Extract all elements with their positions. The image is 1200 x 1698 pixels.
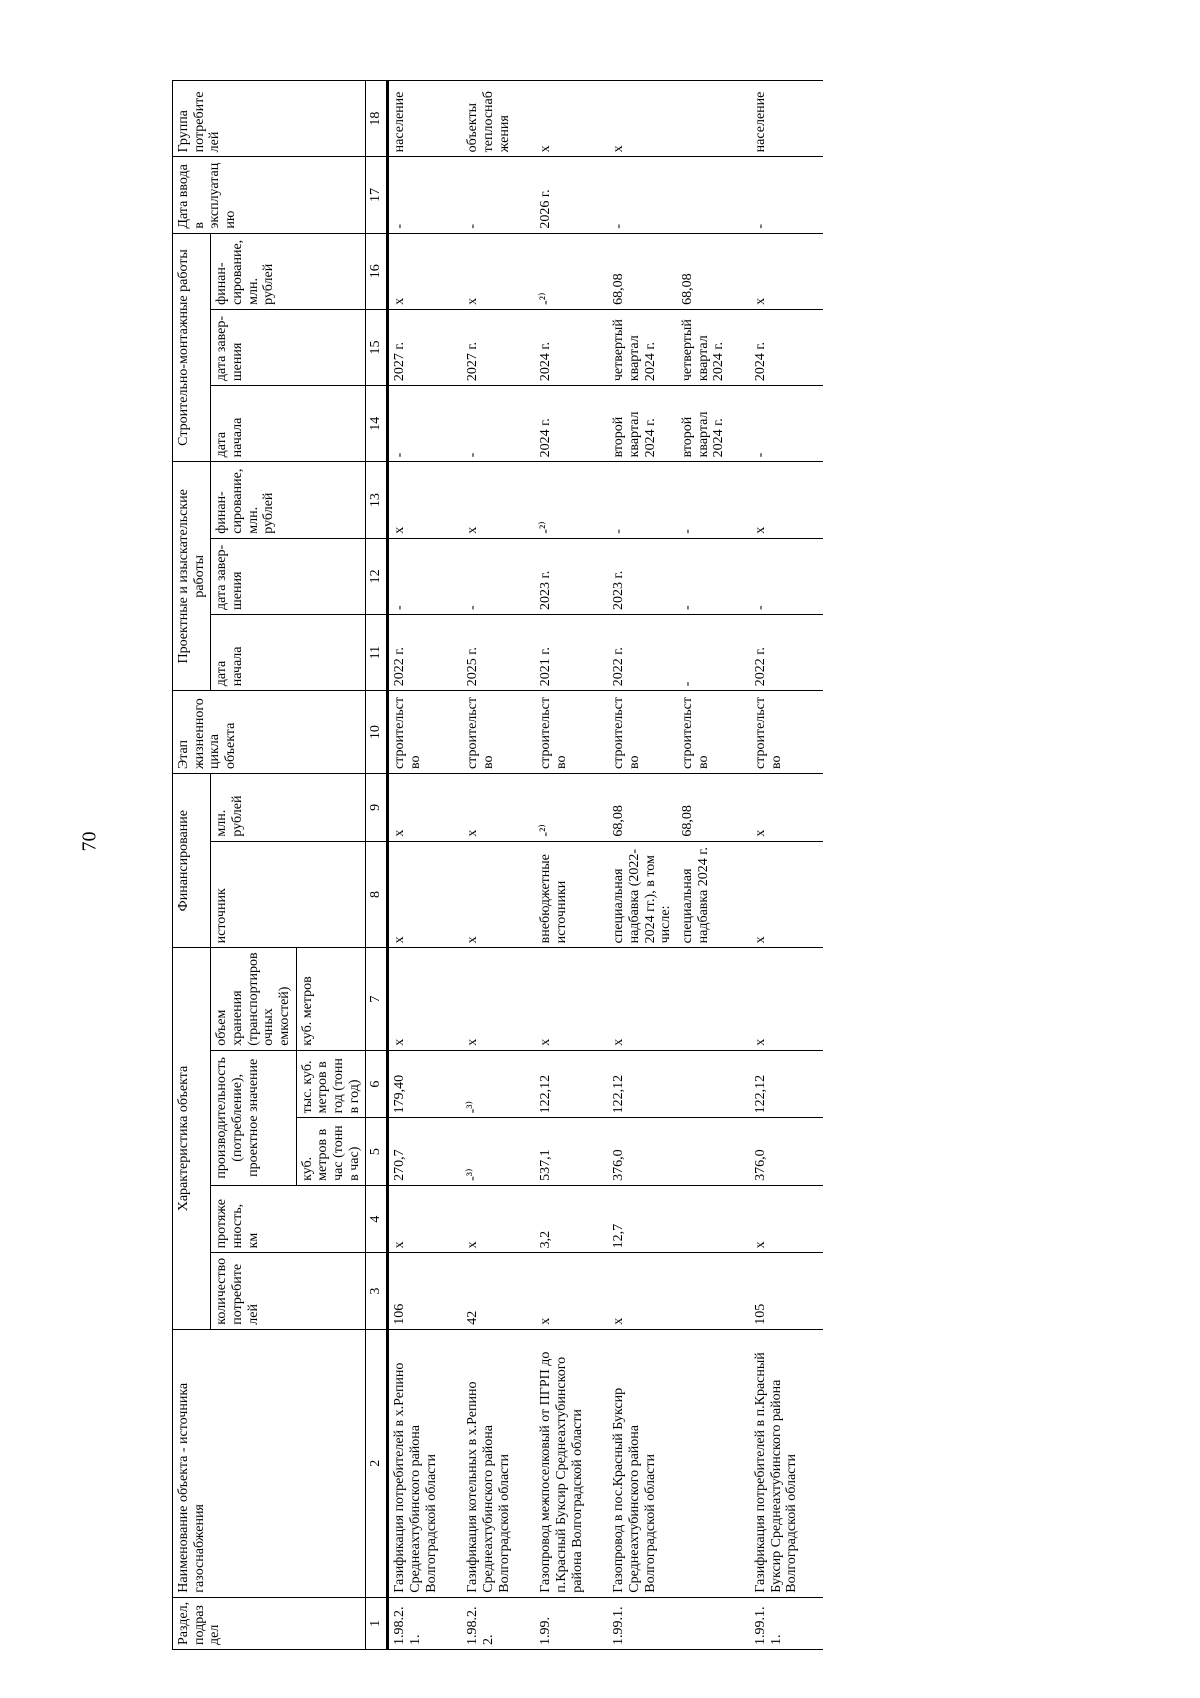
spacer-cell xyxy=(730,1050,750,1118)
table-cell: 122,12 xyxy=(608,1050,677,1118)
spacer-cell xyxy=(730,157,750,233)
table-cell: х xyxy=(388,462,443,538)
spacer-cell xyxy=(588,386,608,462)
table-row xyxy=(462,81,515,1650)
table-cell: Газификация котельных в х.Репино Среднеахтубинского района Волгоградской области xyxy=(462,1329,515,1597)
spacer-cell xyxy=(515,948,535,1050)
spacer-cell xyxy=(588,841,608,948)
table-cell: Газопровод межпоселковый от ПГРП до п.Красный Буксир Среднеахтубинского района Волгоградской области xyxy=(535,1329,588,1597)
table-cell: 68,08 xyxy=(608,774,677,842)
spacer-cell xyxy=(803,1118,823,1186)
spacer-cell xyxy=(515,1118,535,1186)
table-cell: х xyxy=(535,1253,588,1329)
table-cell: х xyxy=(750,841,803,948)
table-cell: 1.98.2.2. xyxy=(462,1597,515,1649)
column-number: 6 xyxy=(366,1050,388,1118)
spacer-cell xyxy=(515,462,535,538)
page-number: 70 xyxy=(78,831,101,852)
table-cell: х xyxy=(750,948,803,1050)
row-spacer xyxy=(803,81,823,1650)
spacer-cell xyxy=(803,948,823,1050)
table-cell: - xyxy=(388,386,443,462)
table-cell: 1.99. xyxy=(535,1597,588,1649)
table-cell xyxy=(677,157,730,233)
spacer-cell xyxy=(515,841,535,948)
spacer-cell xyxy=(588,948,608,1050)
table-cell: строительство xyxy=(677,691,730,774)
header-characteristics: Характеристика объекта xyxy=(173,948,211,1329)
table-cell: 2026 г. xyxy=(535,157,588,233)
table-cell: 2024 г. xyxy=(535,309,588,385)
table-cell: 1.99.1. xyxy=(608,1597,677,1649)
column-number: 8 xyxy=(366,841,388,948)
table-cell: -²⁾ xyxy=(535,233,588,309)
table-cell: х xyxy=(462,233,515,309)
header-section: Раздел, подраздел xyxy=(173,1597,366,1649)
spacer-cell xyxy=(803,462,823,538)
table-cell: 1.98.2.1. xyxy=(388,1597,443,1649)
table-cell: 122,12 xyxy=(750,1050,803,1118)
table-row xyxy=(750,81,803,1650)
rotated-table-container xyxy=(172,80,1200,1650)
table-cell: Газопровод в пос.Красный Буксир Среднеахтубинского района Волгоградской области xyxy=(608,1329,677,1597)
table-cell: второй квартал 2024 г. xyxy=(608,386,677,462)
header-construction-start: дата начала xyxy=(211,386,366,462)
header-commissioning: Дата ввода в эксплуатацию xyxy=(173,157,366,233)
table-cell: х xyxy=(462,948,515,1050)
table-cell: 68,08 xyxy=(677,233,730,309)
spacer-cell xyxy=(515,1253,535,1329)
spacer-cell xyxy=(730,1118,750,1186)
table-cell xyxy=(677,1185,730,1253)
table-cell xyxy=(677,1597,730,1649)
spacer-cell xyxy=(442,462,462,538)
table-cell: 2022 г. xyxy=(608,614,677,690)
column-number: 18 xyxy=(366,81,388,157)
table-cell: строительство xyxy=(388,691,443,774)
header-mln-rub: млн. рублей xyxy=(211,774,366,842)
table-cell: - xyxy=(388,538,443,614)
spacer-cell xyxy=(515,614,535,690)
spacer-cell xyxy=(588,691,608,774)
table-row xyxy=(608,81,677,1650)
table-cell xyxy=(677,81,730,157)
spacer-cell xyxy=(515,1597,535,1649)
table-cell: х xyxy=(750,1185,803,1253)
spacer-cell xyxy=(442,1050,462,1118)
table-cell: 68,08 xyxy=(608,233,677,309)
table-cell: х xyxy=(462,774,515,842)
spacer-cell xyxy=(442,157,462,233)
spacer-cell xyxy=(442,309,462,385)
table-cell: 2027 г. xyxy=(388,309,443,385)
table-cell: 122,12 xyxy=(535,1050,588,1118)
header-design-funding: финансирование, млн. рублей xyxy=(211,462,366,538)
spacer-cell xyxy=(588,538,608,614)
column-number: 14 xyxy=(366,386,388,462)
row-spacer xyxy=(730,81,750,1650)
header-source: источник xyxy=(211,841,366,948)
header-design-work: Проектные и изыскательские работы xyxy=(173,462,211,691)
table-cell: 270,7 xyxy=(388,1118,443,1186)
table-cell: специальная надбавка 2024 г. xyxy=(677,841,730,948)
spacer-cell xyxy=(515,691,535,774)
table-cell: население xyxy=(388,81,443,157)
table-cell: х xyxy=(750,233,803,309)
spacer-cell xyxy=(730,538,750,614)
table-cell: строительство xyxy=(608,691,677,774)
table-cell: - xyxy=(750,157,803,233)
table-cell: строительство xyxy=(750,691,803,774)
column-number: 4 xyxy=(366,1185,388,1253)
spacer-cell xyxy=(442,1329,462,1597)
table-cell: х xyxy=(750,462,803,538)
spacer-cell xyxy=(515,1050,535,1118)
spacer-cell xyxy=(515,1329,535,1597)
table-cell: х xyxy=(462,462,515,538)
table-cell: - xyxy=(608,157,677,233)
row-spacer xyxy=(588,81,608,1650)
column-numbers-row xyxy=(366,81,388,1650)
spacer-cell xyxy=(730,1185,750,1253)
spacer-cell xyxy=(803,386,823,462)
table-cell: 106 xyxy=(388,1253,443,1329)
column-number: 10 xyxy=(366,691,388,774)
spacer-cell xyxy=(730,81,750,157)
spacer-cell xyxy=(588,1118,608,1186)
spacer-cell xyxy=(515,538,535,614)
table-cell: 179,40 xyxy=(388,1050,443,1118)
table-cell: внебюджетные источники xyxy=(535,841,588,948)
table-cell: Газификация потребителей в п.Красный Буксир Среднеахтубинского района Волгоградской области xyxy=(750,1329,803,1597)
column-number: 1 xyxy=(366,1597,388,1649)
spacer-cell xyxy=(515,157,535,233)
column-number: 17 xyxy=(366,157,388,233)
spacer-cell xyxy=(730,691,750,774)
spacer-cell xyxy=(803,691,823,774)
spacer-cell xyxy=(515,1185,535,1253)
spacer-cell xyxy=(515,81,535,157)
header-per-hour: куб. метров в час (тонн в час) xyxy=(296,1118,366,1186)
column-number: 11 xyxy=(366,614,388,690)
table-cell: -³⁾ xyxy=(462,1118,515,1186)
table-cell: 105 xyxy=(750,1253,803,1329)
table-cell: - xyxy=(677,538,730,614)
spacer-cell xyxy=(442,538,462,614)
spacer-cell xyxy=(442,691,462,774)
table-cell: 2022 г. xyxy=(750,614,803,690)
spacer-cell xyxy=(515,386,535,462)
header-length: протяженность, км xyxy=(211,1185,366,1253)
table-cell: х xyxy=(388,841,443,948)
spacer-cell xyxy=(730,386,750,462)
table-cell: население xyxy=(750,81,803,157)
spacer-cell xyxy=(442,1185,462,1253)
spacer-cell xyxy=(442,614,462,690)
row-spacer xyxy=(515,81,535,1650)
spacer-cell xyxy=(588,1185,608,1253)
table-cell: 12,7 xyxy=(608,1185,677,1253)
spacer-cell xyxy=(730,948,750,1050)
spacer-cell xyxy=(730,614,750,690)
column-number: 3 xyxy=(366,1253,388,1329)
spacer-cell xyxy=(803,309,823,385)
spacer-cell xyxy=(803,1253,823,1329)
table-cell: -²⁾ xyxy=(535,462,588,538)
table-cell: четвертый квартал 2024 г. xyxy=(608,309,677,385)
gas-supply-table xyxy=(172,80,823,1650)
table-cell: 42 xyxy=(462,1253,515,1329)
table-cell: строительство xyxy=(462,691,515,774)
table-cell xyxy=(677,1253,730,1329)
table-row xyxy=(535,81,588,1650)
table-cell: 2023 г. xyxy=(535,538,588,614)
spacer-cell xyxy=(803,1185,823,1253)
header-construction-end: дата завершения xyxy=(211,309,366,385)
table-cell: - xyxy=(677,462,730,538)
table-cell xyxy=(677,1118,730,1186)
table-cell: Газификация потребителей в х.Репино Среднеахтубинского района Волгоградской области xyxy=(388,1329,443,1597)
spacer-cell xyxy=(803,1597,823,1649)
header-construction-funding: финансирование, млн. рублей xyxy=(211,233,366,309)
spacer-cell xyxy=(803,538,823,614)
spacer-cell xyxy=(730,233,750,309)
spacer-cell xyxy=(588,309,608,385)
header-name: Наименование объекта - источника газоснабжения xyxy=(173,1329,366,1597)
table-cell: 2024 г. xyxy=(750,309,803,385)
table-cell: х xyxy=(388,948,443,1050)
table-body xyxy=(388,81,823,1650)
header-storage: объем хранения (транспортировочных емкостей) xyxy=(211,948,296,1050)
column-number: 15 xyxy=(366,309,388,385)
column-number: 2 xyxy=(366,1329,388,1597)
spacer-cell xyxy=(803,614,823,690)
spacer-cell xyxy=(442,81,462,157)
spacer-cell xyxy=(442,233,462,309)
table-cell: х xyxy=(388,774,443,842)
spacer-cell xyxy=(442,1118,462,1186)
spacer-cell xyxy=(515,233,535,309)
table-cell: х xyxy=(750,774,803,842)
table-cell: х xyxy=(535,81,588,157)
spacer-cell xyxy=(803,1050,823,1118)
spacer-cell xyxy=(442,841,462,948)
table-cell: - xyxy=(462,157,515,233)
table-cell xyxy=(677,948,730,1050)
spacer-cell xyxy=(588,157,608,233)
table-cell: 2022 г. xyxy=(388,614,443,690)
spacer-cell xyxy=(730,462,750,538)
spacer-cell xyxy=(803,233,823,309)
table-cell: 2027 г. xyxy=(462,309,515,385)
header-financing: Финансирование xyxy=(173,774,211,948)
table-cell: х xyxy=(388,1185,443,1253)
table-cell: х xyxy=(608,948,677,1050)
spacer-cell xyxy=(442,1253,462,1329)
table-cell: - xyxy=(750,386,803,462)
spacer-cell xyxy=(803,81,823,157)
table-cell: - xyxy=(462,538,515,614)
table-cell: -³⁾ xyxy=(462,1050,515,1118)
column-number: 9 xyxy=(366,774,388,842)
header-construction-work: Строительно-монтажные работы xyxy=(173,233,211,462)
table-cell: объекты теплоснабжения xyxy=(462,81,515,157)
header-design-start: дата начала xyxy=(211,614,366,690)
table-cell xyxy=(677,1329,730,1597)
spacer-cell xyxy=(588,614,608,690)
spacer-cell xyxy=(730,309,750,385)
spacer-cell xyxy=(730,774,750,842)
column-number: 16 xyxy=(366,233,388,309)
table-cell: х xyxy=(608,81,677,157)
spacer-cell xyxy=(442,1597,462,1649)
table-cell: - xyxy=(462,386,515,462)
table-cell: - xyxy=(750,538,803,614)
table-cell: 2023 г. xyxy=(608,538,677,614)
table-cell xyxy=(677,1050,730,1118)
table-cell: 68,08 xyxy=(677,774,730,842)
column-number: 12 xyxy=(366,538,388,614)
table-subrow xyxy=(677,81,730,1650)
table-cell: х xyxy=(388,233,443,309)
spacer-cell xyxy=(730,1329,750,1597)
table-cell: 376,0 xyxy=(608,1118,677,1186)
spacer-cell xyxy=(442,386,462,462)
spacer-cell xyxy=(515,309,535,385)
table-cell: - xyxy=(608,462,677,538)
table-cell: четвертый квартал 2024 г. xyxy=(677,309,730,385)
column-number: 5 xyxy=(366,1118,388,1186)
spacer-cell xyxy=(588,462,608,538)
spacer-cell xyxy=(730,1253,750,1329)
table-cell: 2021 г. xyxy=(535,614,588,690)
header-per-year: тыс. куб. метров в год (тонн в год) xyxy=(296,1050,366,1118)
column-number: 7 xyxy=(366,948,388,1050)
table-cell: 3,2 xyxy=(535,1185,588,1253)
header-design-end: дата завершения xyxy=(211,538,366,614)
spacer-cell xyxy=(803,157,823,233)
spacer-cell xyxy=(442,948,462,1050)
table-cell: 376,0 xyxy=(750,1118,803,1186)
table-cell: 1.99.1.1. xyxy=(750,1597,803,1649)
spacer-cell xyxy=(803,1329,823,1597)
table-cell: -²⁾ xyxy=(535,774,588,842)
column-number: 13 xyxy=(366,462,388,538)
header-consumers-count: количество потребителей xyxy=(211,1253,366,1329)
spacer-cell xyxy=(730,1597,750,1649)
spacer-cell xyxy=(588,1253,608,1329)
table-cell: второй квартал 2024 г. xyxy=(677,386,730,462)
table-cell: 2025 г. xyxy=(462,614,515,690)
spacer-cell xyxy=(588,1329,608,1597)
spacer-cell xyxy=(730,841,750,948)
table-cell: специальная надбавка (2022-2024 гг.), в том числе: xyxy=(608,841,677,948)
header-capacity: производительность (потребление), проектное значение xyxy=(211,1050,296,1185)
header-consumer-group: Группа потребителей xyxy=(173,81,366,157)
spacer-cell xyxy=(588,1050,608,1118)
spacer-cell xyxy=(803,841,823,948)
spacer-cell xyxy=(588,1597,608,1649)
table-cell: х xyxy=(462,1185,515,1253)
table-cell: х xyxy=(462,841,515,948)
header-storage-unit: куб. метров xyxy=(296,948,366,1050)
table-cell: 537,1 xyxy=(535,1118,588,1186)
table-cell: х xyxy=(535,948,588,1050)
spacer-cell xyxy=(588,81,608,157)
spacer-cell xyxy=(588,774,608,842)
table-cell: строительство xyxy=(535,691,588,774)
table-row xyxy=(388,81,443,1650)
table-cell: х xyxy=(608,1253,677,1329)
table-cell: - xyxy=(677,614,730,690)
table-cell: - xyxy=(388,157,443,233)
spacer-cell xyxy=(588,233,608,309)
table-cell: 2024 г. xyxy=(535,386,588,462)
spacer-cell xyxy=(803,774,823,842)
row-spacer xyxy=(442,81,462,1650)
header-lifecycle: Этап жизненного цикла объекта xyxy=(173,691,366,774)
spacer-cell xyxy=(442,774,462,842)
spacer-cell xyxy=(515,774,535,842)
